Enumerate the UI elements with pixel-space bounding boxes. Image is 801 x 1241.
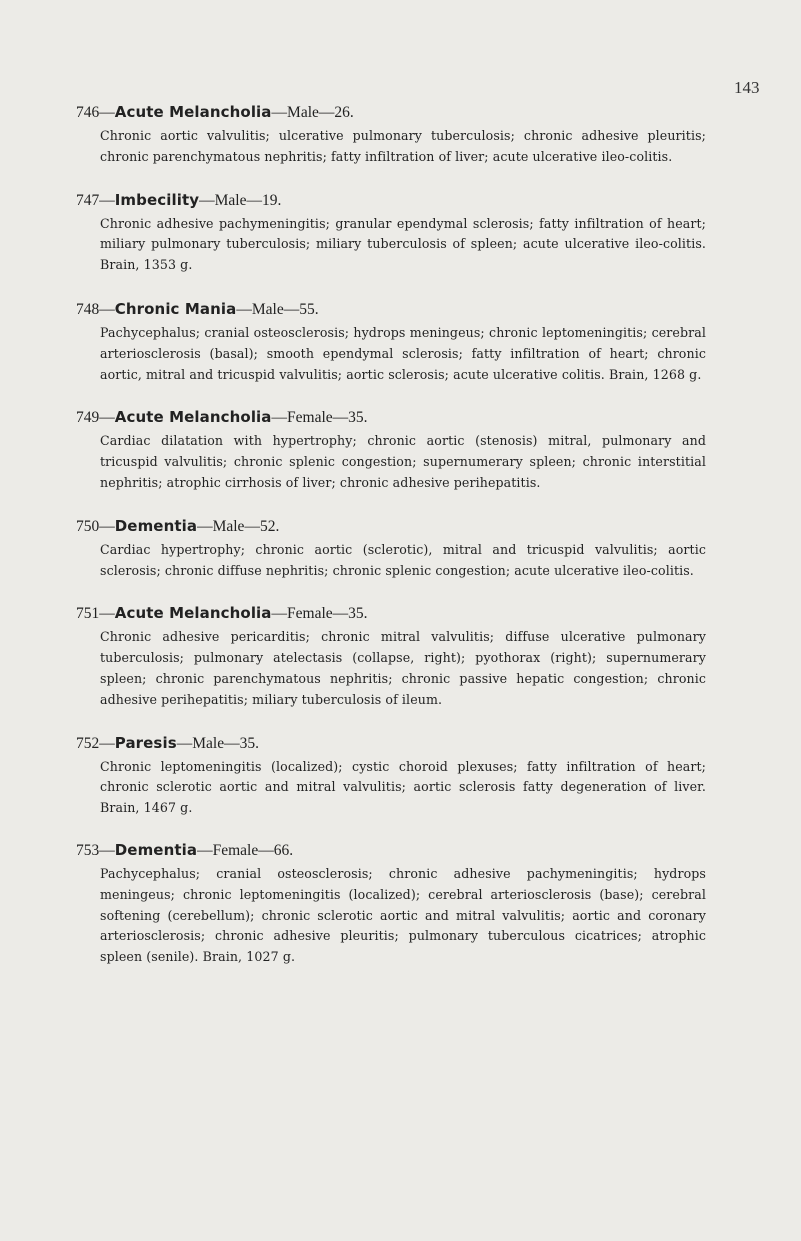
case-findings: Cardiac hypertrophy; chronic aortic (sclerotic), mitral and tricuspid valvulitis; aortic sclerosis; chronic diffuse nephritis; chronic splenic congestion; acute ulcerative ileo-colitis. — [100, 541, 706, 578]
case-sex-age: Female—66. — [212, 841, 294, 859]
case-entry-750 — [76, 516, 726, 582]
case-entry-752 — [76, 733, 726, 819]
case-entry-753 — [76, 840, 726, 968]
case-header: 747—Imbecility—Male—19. — [76, 190, 282, 209]
case-sex-age: Male—26. — [287, 104, 354, 121]
case-entry-747 — [76, 190, 726, 276]
case-list — [76, 102, 726, 968]
case-diagnosis: Chronic Mania — [114, 299, 237, 318]
case-diagnosis: Acute Melancholia — [114, 604, 272, 623]
case-entry-749 — [76, 407, 726, 493]
case-findings: Chronic adhesive pachymeningitis; granular ependymal sclerosis; fatty infiltration of heart; miliary pulmonary tuberculosis; miliary tuberculosis of spleen; acute ulcerative ileo-colitis. Brain, 1353 g. — [100, 215, 706, 273]
case-entry-751 — [76, 603, 726, 710]
case-sex-age: Female—35. — [287, 409, 368, 427]
case-entry-748 — [76, 299, 726, 385]
case-findings: Chronic aortic valvulitis; ulcerative pulmonary tuberculosis; chronic adhesive pleuritis; chronic parenchymatous nephritis; fatty infiltration of liver; acute ulcerative ileo-colitis. — [100, 128, 706, 164]
case-header: 751—Acute Melancholia—Female—35. — [76, 604, 368, 623]
case-header: 748—Chronic Mania—Male—55. — [76, 299, 319, 318]
case-sex-age: Male—55. — [251, 300, 319, 318]
case-header: 750—Dementia—Male—52. — [76, 516, 280, 535]
case-findings: Chronic adhesive pericarditis; chronic mitral valvulitis; diffuse ulcerative pulmonary tuberculosis; pulmonary atelectasis (collapse, right); pyothorax (right); supernumerary spleen; chronic parenchymatous nephritis; chronic passive hepatic congestion; chronic adhesive perihepatitis; miliary tuberculosis of ileum. — [100, 629, 706, 707]
case-number: 749 — [76, 409, 100, 427]
case-diagnosis: Dementia — [114, 516, 198, 535]
case-header: 752—Paresis—Male—35. — [76, 733, 259, 752]
case-sex-age: Female—35. — [287, 605, 368, 623]
case-findings: Pachycephalus; cranial osteosclerosis; hydrops meningeus; chronic leptomeningitis; cerebral arteriosclerosis (basal); smooth ependymal sclerosis; fatty infiltration of heart; chronic aortic, mitral and tricuspid valvulitis; aortic sclerosis; acute ulcerative colitis. Brain, 1268 g. — [100, 324, 706, 382]
case-header: 746—Acute Melancholia—Male—26. — [76, 103, 354, 121]
case-findings: Chronic leptomeningitis (localized); cystic choroid plexuses; fatty infiltration of heart; chronic sclerotic aortic and mitral valvulitis; aortic sclerosis fatty degeneration of liver. Brain, 1467 g. — [100, 758, 706, 816]
case-number: 750 — [76, 517, 100, 535]
case-number: 747 — [76, 191, 100, 209]
case-number: 748 — [76, 300, 100, 318]
case-header: 749—Acute Melancholia—Female—35. — [76, 408, 368, 427]
case-entry-746 — [76, 102, 726, 168]
case-number: 746 — [76, 104, 100, 121]
case-header: 753—Dementia—Female—66. — [76, 840, 294, 859]
case-findings: Pachycephalus; cranial osteosclerosis; chronic adhesive pachymeningitis; hydrops meningeus; chronic leptomeningitis (localized); cerebral arteriosclerosis (base); cerebral softening (cerebellum); chronic sclerotic aortic and mitral valvulitis; aortic and coronary arteriosclerosis; chronic adhesive pleuritis; pulmonary tuberculous cicatrices; atrophic spleen (senile). Brain, 1027 g. — [100, 865, 706, 965]
case-findings: Cardiac dilatation with hypertrophy; chronic aortic (stenosis) mitral, pulmonary and tricuspid valvulitis; chronic splenic congestion; supernumerary spleen; chronic interstitial nephritis; atrophic cirrhosis of liver; chronic adhesive perihepatitis. — [100, 433, 706, 490]
case-number: 752 — [76, 734, 100, 752]
case-sex-age: Male—35. — [192, 734, 259, 752]
case-number: 751 — [76, 605, 100, 623]
case-diagnosis: Dementia — [114, 840, 198, 859]
case-diagnosis: Acute Melancholia — [114, 408, 272, 427]
page-number: 143 — [734, 78, 760, 97]
case-number: 753 — [76, 841, 100, 859]
case-diagnosis: Imbecility — [114, 190, 200, 209]
case-diagnosis: Paresis — [114, 733, 177, 752]
case-sex-age: Male—52. — [212, 517, 280, 535]
case-diagnosis: Acute Melancholia — [114, 103, 272, 121]
case-sex-age: Male—19. — [214, 191, 282, 209]
